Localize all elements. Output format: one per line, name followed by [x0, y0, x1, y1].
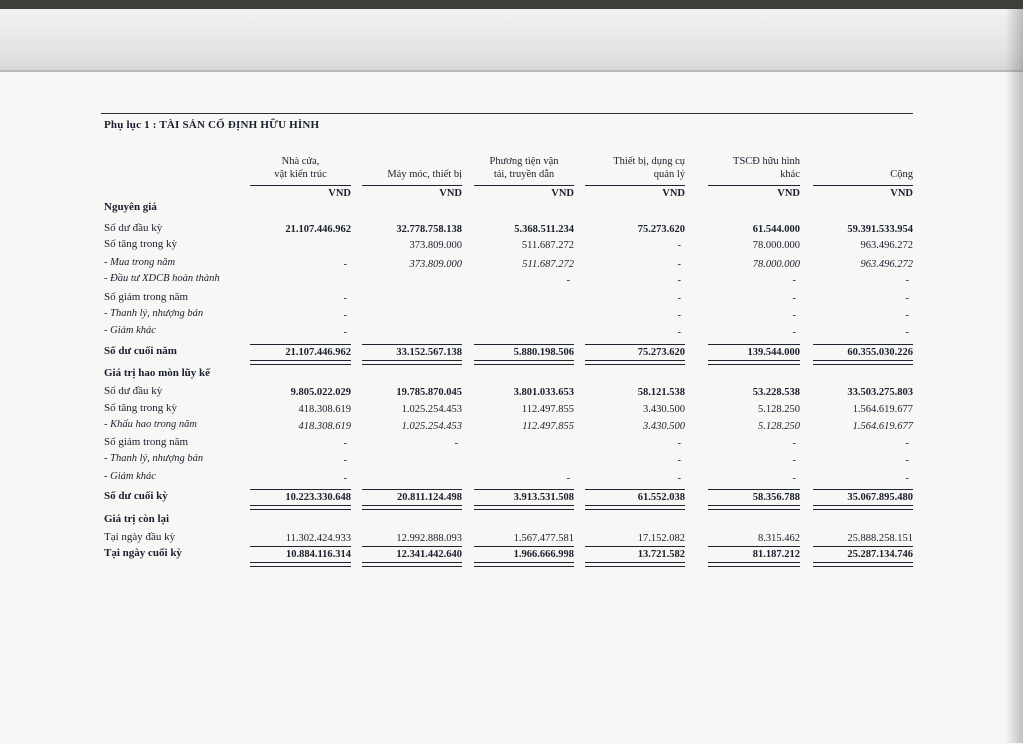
total-rule-double [250, 360, 351, 365]
total-rule-double [585, 360, 685, 365]
table-cell: 112.497.855 [522, 421, 574, 432]
column-header [708, 155, 800, 181]
table-cell: 3.430.500 [643, 404, 685, 415]
total-rule-top [813, 344, 913, 345]
total-rule-top [362, 344, 462, 345]
table-cell: - [677, 438, 681, 449]
row-label: Số tăng trong kỳ [104, 238, 178, 250]
column-header-line2: Máy móc, thiết bị [387, 169, 462, 180]
table-cell: 511.687.272 [521, 240, 574, 251]
column-header [250, 155, 351, 181]
table-cell: 21.107.446.962 [285, 224, 351, 235]
table-cell: 53.228.538 [752, 387, 800, 398]
row-label: - Khấu hao trong năm [104, 419, 197, 430]
subtotal-rule [250, 546, 351, 547]
table-cell: - [677, 327, 681, 338]
table-cell: - [677, 473, 681, 484]
table-cell: - [454, 438, 458, 449]
table-cell: - [677, 293, 681, 304]
table-cell: 58.356.788 [752, 492, 800, 503]
table-cell: 373.809.000 [409, 259, 462, 270]
column-header [585, 155, 685, 181]
row-label: Số giảm trong năm [104, 436, 189, 448]
row-label: Số dư đầu kỳ [104, 222, 163, 234]
column-header [813, 155, 913, 181]
header-rule [101, 113, 913, 114]
table-cell: - [792, 327, 796, 338]
table-cell: 35.067.895.480 [847, 492, 913, 503]
table-cell: 1.564.619.677 [852, 404, 913, 415]
column-header-underline [250, 185, 351, 186]
column-header-line1: Thiết bị, dụng cụ [613, 156, 685, 167]
table-cell: 10.884.116.314 [285, 549, 351, 560]
column-header-line1 [362, 155, 462, 168]
table-cell: - [905, 438, 909, 449]
table-cell: - [905, 310, 909, 321]
table-cell: - [677, 310, 681, 321]
table-cell: 61.544.000 [752, 224, 800, 235]
table-cell: 418.308.619 [298, 421, 351, 432]
column-header [362, 155, 462, 181]
row-label: Giá trị còn lại [104, 513, 170, 525]
table-cell: 11.302.424.933 [285, 533, 351, 544]
total-rule-top [250, 344, 351, 345]
subtotal-rule [813, 546, 913, 547]
unit-label: VND [662, 188, 685, 199]
table-cell: - [677, 259, 681, 270]
table-cell: - [677, 275, 681, 286]
table-cell: 511.687.272 [522, 259, 574, 270]
table-cell: 58.121.538 [637, 387, 685, 398]
total-rule-double [708, 562, 800, 567]
table-cell: 139.544.000 [747, 347, 800, 358]
table-cell: 9.805.022.029 [290, 387, 351, 398]
page-edge-shadow [1005, 9, 1023, 743]
table-cell: 1.025.254.453 [401, 404, 462, 415]
table-cell: 1.567.477.581 [513, 533, 574, 544]
column-header-line1: TSCĐ hữu hình [733, 156, 800, 167]
column-header-line2: tải, truyền dẫn [493, 169, 555, 180]
table-cell: 373.809.000 [409, 240, 462, 251]
row-label: Số dư đầu kỳ [104, 385, 163, 397]
table-cell: 33.503.275.803 [847, 387, 913, 398]
table-cell: 963.496.272 [860, 240, 913, 251]
table-cell: - [343, 259, 347, 270]
column-header-line2: Cộng [890, 169, 913, 180]
subtotal-rule [585, 546, 685, 547]
appendix-title: Phụ lục 1 : TÀI SẢN CỐ ĐỊNH HỮU HÌNH [104, 119, 320, 131]
unit-label: VND [551, 188, 574, 199]
table-cell: 81.187.212 [752, 549, 800, 560]
row-label: - Thanh lý, nhượng bán [104, 453, 204, 464]
total-rule-double [585, 562, 685, 567]
row-label: Tại ngày cuối kỳ [104, 547, 182, 559]
table-cell: 61.552.038 [637, 492, 685, 503]
table-cell: - [792, 455, 796, 466]
total-rule-double [585, 505, 685, 510]
unit-label: VND [890, 188, 913, 199]
total-rule-top [585, 489, 685, 490]
table-cell: 3.430.500 [643, 421, 685, 432]
table-cell: 1.564.619.677 [852, 421, 913, 432]
table-cell: - [343, 455, 347, 466]
table-cell: 8.315.462 [758, 533, 800, 544]
row-label: - Thanh lý, nhượng bán [104, 308, 204, 319]
row-label: - Đầu tư XDCB hoàn thành [104, 273, 220, 284]
column-header-line1: Nhà cửa, [281, 156, 320, 167]
row-label: - Giảm khác [104, 471, 156, 482]
total-rule-top [813, 489, 913, 490]
table-cell: - [905, 293, 909, 304]
row-label: - Mua trong năm [104, 257, 176, 268]
page-fold-shadow [0, 9, 1023, 71]
table-cell: 75.273.620 [637, 347, 685, 358]
row-label: Số dư cuối năm [104, 345, 177, 357]
table-cell: - [343, 293, 347, 304]
table-cell: 25.287.134.746 [847, 549, 913, 560]
table-cell: 3.913.531.508 [513, 492, 574, 503]
column-header-line2: vật kiến trúc [274, 169, 327, 180]
table-cell: 10.223.330.648 [285, 492, 351, 503]
table-cell: - [792, 438, 796, 449]
column-header-underline [585, 185, 685, 186]
table-cell: - [343, 438, 347, 449]
table-cell: - [792, 310, 796, 321]
table-cell: 21.107.446.962 [285, 347, 351, 358]
total-rule-double [250, 505, 351, 510]
total-rule-top [708, 344, 800, 345]
table-cell: 418.308.619 [298, 404, 351, 415]
table-cell: - [905, 327, 909, 338]
table-cell: 60.355.030.226 [847, 347, 913, 358]
table-cell: - [905, 455, 909, 466]
subtotal-rule [474, 546, 574, 547]
column-header-line2: khác [780, 169, 800, 180]
column-header-underline [362, 185, 462, 186]
table-cell: 112.497.855 [521, 404, 574, 415]
table-cell: - [566, 275, 570, 286]
column-header [474, 155, 574, 181]
table-cell: 19.785.870.045 [396, 387, 462, 398]
page-fold-line [0, 70, 1023, 72]
row-label: - Giảm khác [104, 325, 156, 336]
column-header-line1 [813, 155, 913, 168]
table-cell: 1.025.254.453 [401, 421, 462, 432]
row-label: Giá trị hao mòn lũy kế [104, 367, 211, 379]
table-cell: 20.811.124.498 [396, 492, 462, 503]
column-header-underline [474, 185, 574, 186]
column-header-line2: quản lý [653, 169, 685, 180]
total-rule-double [362, 505, 462, 510]
table-cell: - [792, 473, 796, 484]
table-cell: 33.152.567.138 [396, 347, 462, 358]
table-cell: 12.341.442.640 [396, 549, 462, 560]
table-cell: - [905, 473, 909, 484]
row-label: Nguyên giá [104, 201, 157, 213]
table-cell: 1.966.666.998 [513, 549, 574, 560]
row-label: Tại ngày đầu kỳ [104, 531, 176, 543]
table-cell: 78.000.000 [752, 259, 800, 270]
subtotal-rule [362, 546, 462, 547]
table-cell: - [343, 473, 347, 484]
total-rule-double [474, 505, 574, 510]
table-cell: - [677, 455, 681, 466]
table-cell: 3.801.033.653 [513, 387, 574, 398]
row-label: Số tăng trong kỳ [104, 402, 178, 414]
table-cell: 78.000.000 [752, 240, 800, 251]
total-rule-double [362, 360, 462, 365]
total-rule-top [474, 344, 574, 345]
table-cell: - [792, 293, 796, 304]
column-header-line1: Phương tiện vận [489, 156, 559, 167]
table-cell: 963.496.272 [860, 259, 913, 270]
table-cell: - [343, 310, 347, 321]
total-rule-double [250, 562, 351, 567]
table-cell: - [905, 275, 909, 286]
total-rule-double [813, 505, 913, 510]
unit-label: VND [439, 188, 462, 199]
table-cell: 75.273.620 [637, 224, 685, 235]
table-cell: 5.880.198.506 [513, 347, 574, 358]
column-header-underline [708, 185, 800, 186]
unit-label: VND [777, 188, 800, 199]
table-cell: - [566, 473, 570, 484]
row-label: Số dư cuối kỳ [104, 490, 168, 502]
table-cell: 59.391.533.954 [847, 224, 913, 235]
table-cell: - [677, 240, 681, 251]
total-rule-double [813, 360, 913, 365]
table-cell: 13.721.582 [637, 549, 685, 560]
table-cell: - [792, 275, 796, 286]
table-cell: 12.992.888.093 [396, 533, 462, 544]
total-rule-top [250, 489, 351, 490]
table-cell: 5.368.511.234 [514, 224, 574, 235]
total-rule-top [474, 489, 574, 490]
total-rule-top [362, 489, 462, 490]
table-cell: 25.888.258.151 [847, 533, 913, 544]
total-rule-top [708, 489, 800, 490]
total-rule-double [813, 562, 913, 567]
table-cell: 5.128.250 [758, 404, 800, 415]
total-rule-double [708, 360, 800, 365]
total-rule-double [474, 562, 574, 567]
table-cell: - [343, 327, 347, 338]
subtotal-rule [708, 546, 800, 547]
column-header-underline [813, 185, 913, 186]
table-cell: 5.128.250 [758, 421, 800, 432]
row-label: Số giảm trong năm [104, 291, 189, 303]
unit-label: VND [328, 188, 351, 199]
total-rule-top [585, 344, 685, 345]
table-cell: 17.152.082 [637, 533, 685, 544]
total-rule-double [362, 562, 462, 567]
total-rule-double [708, 505, 800, 510]
total-rule-double [474, 360, 574, 365]
table-cell: 32.778.758.138 [396, 224, 462, 235]
